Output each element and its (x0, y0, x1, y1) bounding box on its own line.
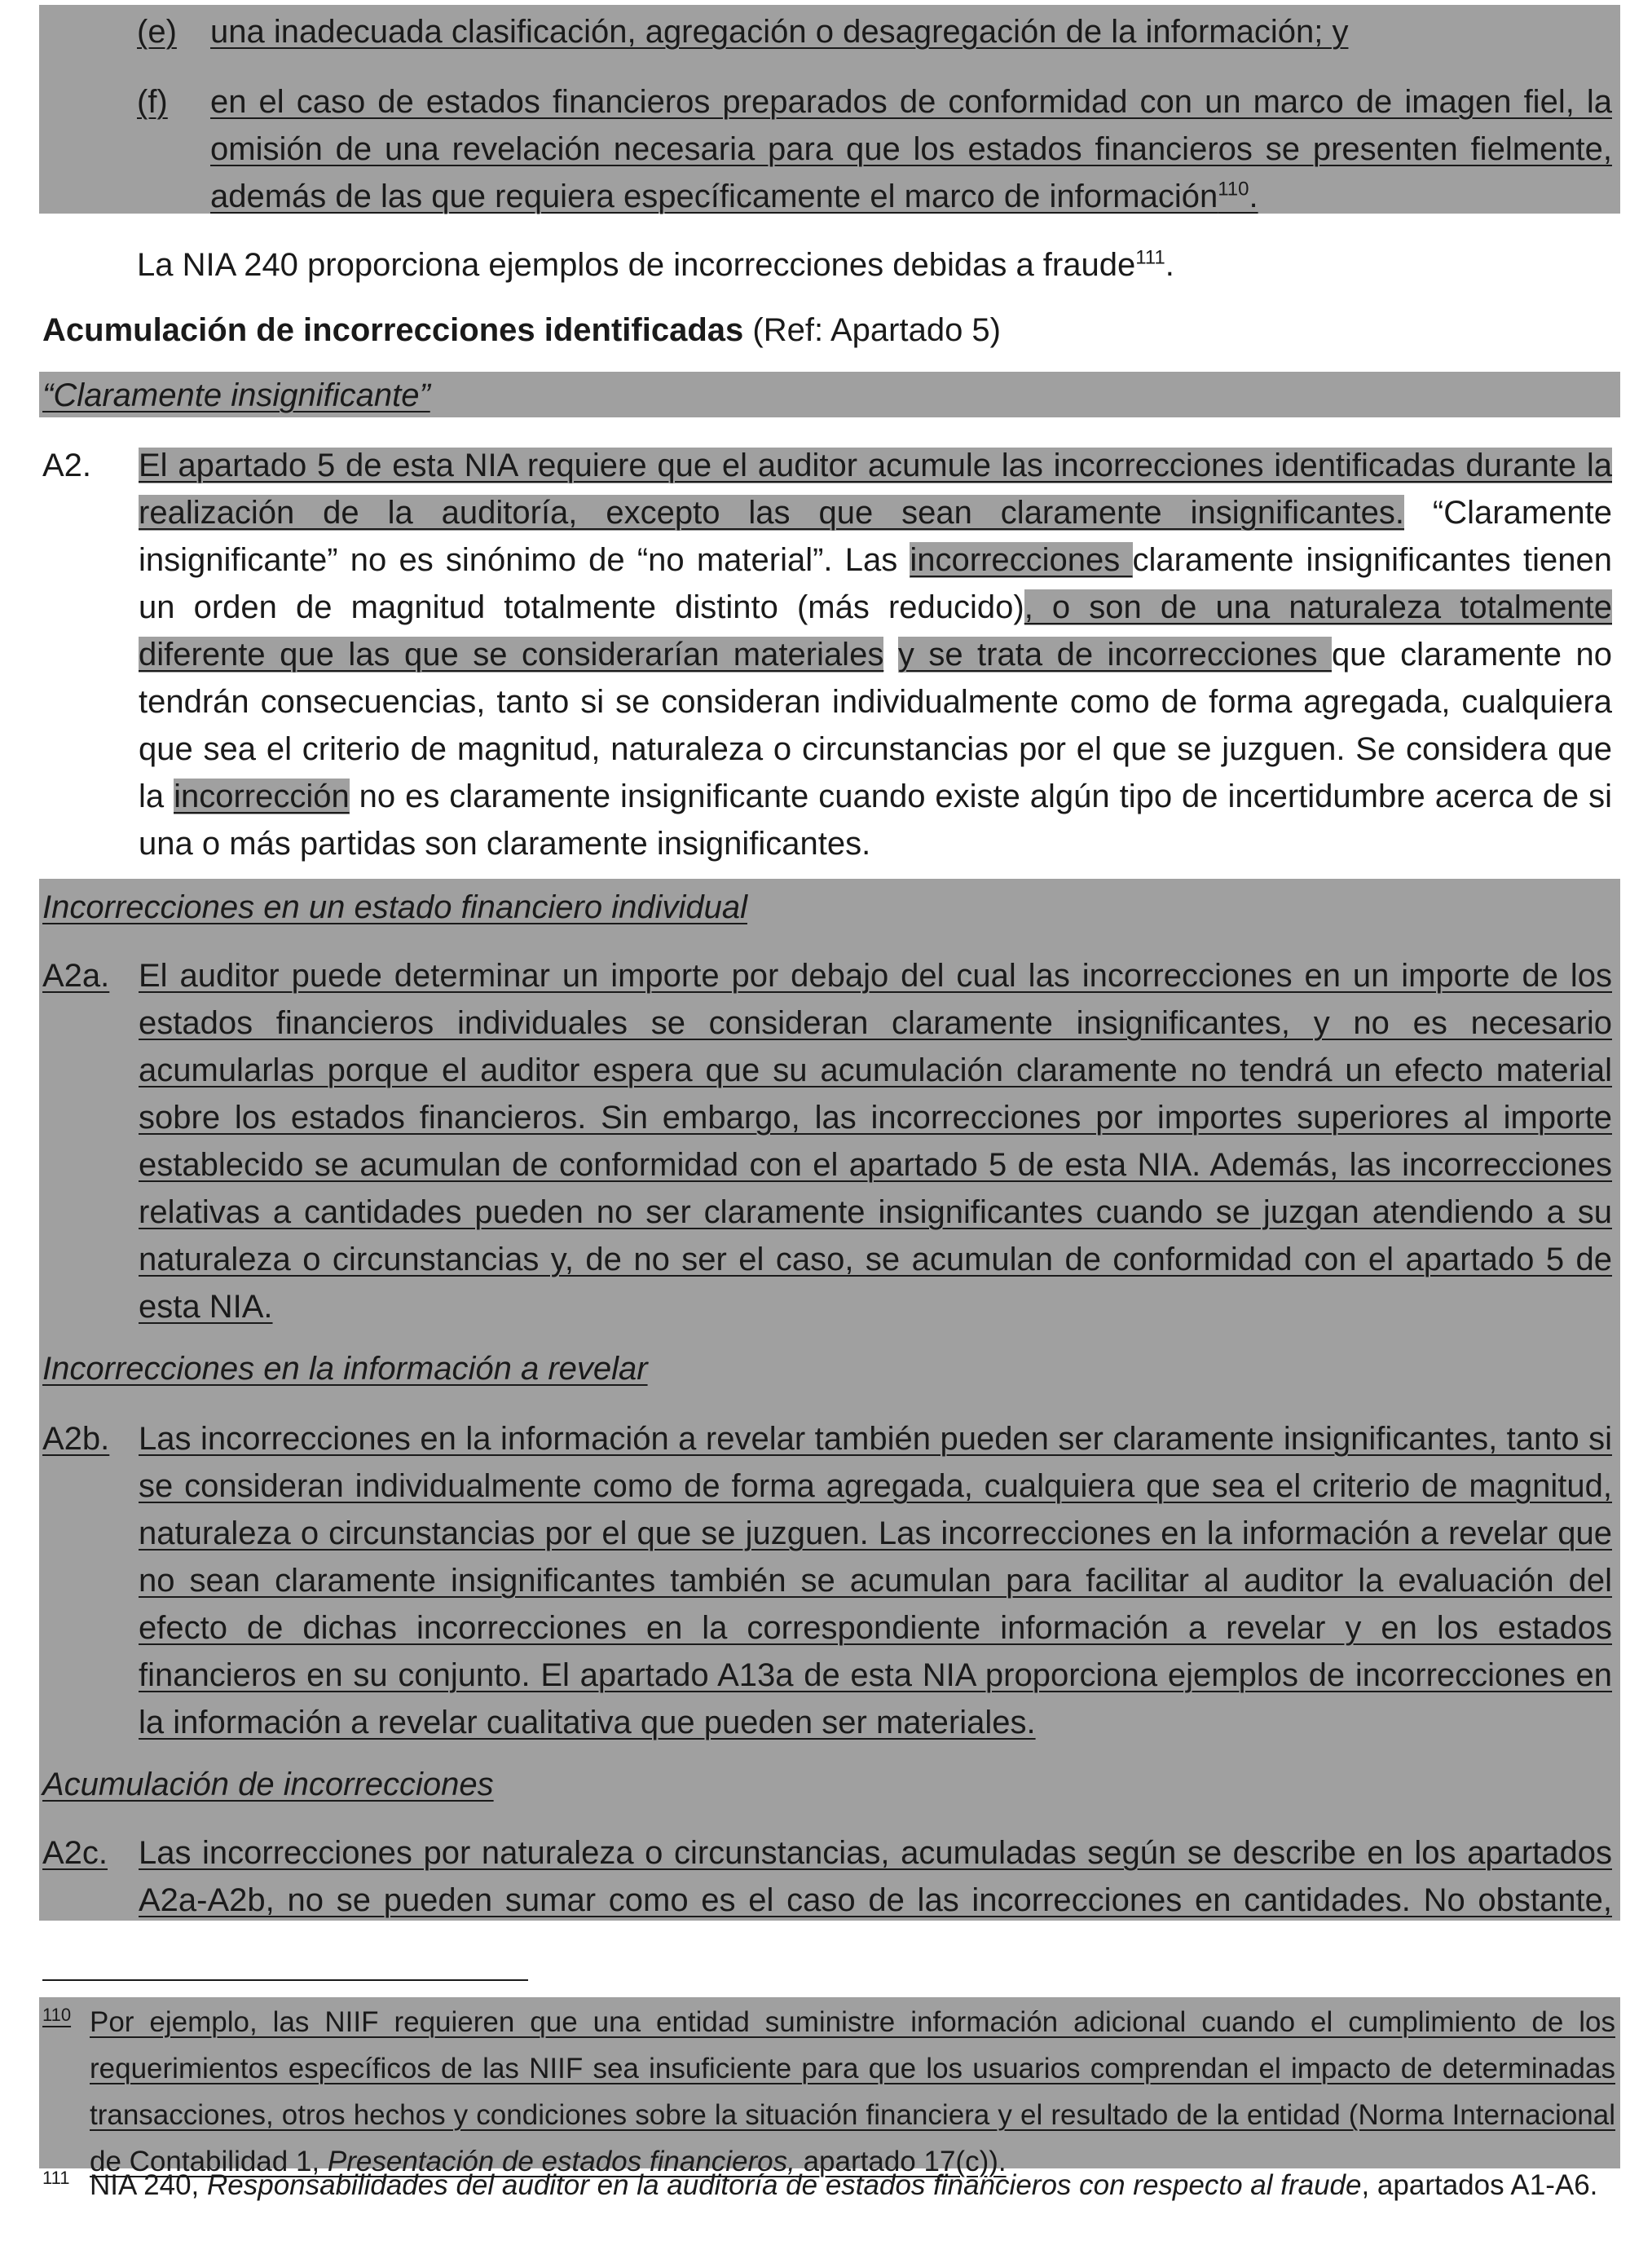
footnote-110-text (90, 1999, 1615, 2185)
footnote-label: 110 (42, 2005, 72, 2025)
a2-highlight-3: , o son de una naturaleza totalmente diferente que las que se considerarían materiales (139, 589, 1612, 673)
list-item-f-text: en el caso de estados financieros preparados de conformidad con un marco de imagen fiel, la omisión de una revelación necesaria para que los estados financieros se presenten fielmente, además de las que requiera específicamente el marco de información (210, 84, 1612, 214)
footnote-111-italic: Responsabilidades del auditor en la auditoría de estados financieros con respecto al fraude (206, 2169, 1362, 2201)
footnote-111-text-1: NIA 240, (90, 2169, 207, 2201)
a2-highlight-1: El apartado 5 de esta NIA requiere que el auditor acumule las incorrecciones identificadas durante la realización de la auditoría, excepto las que sean claramente insignificantes. (139, 448, 1612, 531)
list-item-f (137, 78, 1612, 220)
paragraph-a2a-text: El auditor puede determinar un importe por debajo del cual las incorrecciones en un importe de los estados financieros individuales se consideran claramente insignificantes, y no es necesario acumularlas porque el auditor espera que su acumulación claramente no tendrá un efecto material sobre los estados financieros. Sin embargo, las incorrecciones por importes superiores al importe establecido se acumulan de conformidad con el apartado 5 de esta NIA. Además, las incorrecciones relativas a cantidades pueden no ser claramente insignificantes cuando se juzgan atendiendo a su naturaleza o circunstancias y, de no ser el caso, se acumulan de conformidad con el apartado 5 de esta NIA. (139, 958, 1612, 1325)
footnote-110-italic: Presentación de estados financieros, (327, 2146, 795, 2177)
a2-text-8: que claramente no tendrán consecuencias, tanto si se consideran individualmente como de forma agregada, cualquiera que sea el criterio de magnitud, naturaleza o circunstancias por el que se juzguen. Se considera que la (139, 637, 1613, 814)
list-item-text (210, 78, 1612, 220)
sub-heading-estado-individual: Incorrecciones en un estado financiero individual (42, 889, 747, 925)
footnote-110 (42, 1999, 1615, 2185)
a2-text-4: claramente insignificantes tienen un orden de magnitud totalmente distinto (más reducido) (139, 542, 1612, 625)
paragraph-a2c (42, 1829, 1612, 1924)
list-item-label: (f) (137, 84, 168, 120)
paragraph-a2b (42, 1415, 1612, 1746)
paragraph-a2 (42, 442, 1612, 867)
a2-text-6 (883, 637, 898, 673)
nia240-end: . (1165, 247, 1174, 283)
footnote-111 (42, 2162, 1615, 2208)
sub-heading-claramente: “Claramente insignificante” (42, 377, 430, 413)
a2-highlight-4: y se trata de incorrecciones (897, 637, 1332, 673)
a2-text-2: “Claramente insignificante” no es sinónimo de “no material”. Las (139, 495, 1612, 578)
paragraph-label: A2c. (42, 1835, 108, 1871)
paragraph-label: A2b. (42, 1421, 110, 1457)
a2-text-10: no es claramente insignificante cuando existe algún tipo de incertidumbre acerca de si una o más partidas son claramente insignificantes. (139, 779, 1612, 862)
footnote-110-text-1: Por ejemplo, las NIIF requieren que una entidad suministre información adicional cuando el cumplimiento de los requerimientos específicos de las NIIF sea insuficiente para que los usuarios comprendan el impacto de determinadas transacciones, otros hechos y condiciones sobre la situación financiera y el resultado de la entidad (Norma Internacional de Contabilidad 1, (90, 2006, 1615, 2177)
footnote-ref-110[interactable]: 110 (1218, 178, 1249, 201)
paragraph-label: A2. (42, 448, 92, 483)
list-item-f-end: . (1249, 179, 1258, 214)
list-item-text: una inadecuada clasificación, agregación o desagregación de la información; y (210, 14, 1349, 50)
paragraph-a2c-text: Las incorrecciones por naturaleza o circunstancias, acumuladas según se describe en los apartados A2a-A2b, no se pueden sumar como es el caso de las incorrecciones en cantidades. No obstante, (139, 1835, 1612, 1918)
list-item-label: (e) (137, 14, 177, 50)
nia240-paragraph (137, 241, 1604, 289)
sub-heading-acumulacion: Acumulación de incorrecciones (42, 1767, 494, 1802)
list-item-e (137, 8, 1612, 55)
section-heading-title: Acumulación de incorrecciones identificadas (42, 312, 744, 348)
a2-highlight-2: incorrecciones (910, 542, 1133, 578)
nia240-text: La NIA 240 proporciona ejemplos de incorrecciones debidas a fraude (137, 247, 1136, 283)
a2-highlight-5: incorrección (174, 779, 350, 814)
section-heading (42, 307, 1591, 354)
section-heading-ref: (Ref: Apartado 5) (743, 312, 1001, 348)
footnote-110-text-2: apartado 17(c)). (795, 2146, 1007, 2177)
paragraph-a2-text (139, 442, 1612, 867)
paragraph-label: A2a. (42, 958, 110, 994)
paragraph-a2a (42, 952, 1612, 1330)
footnote-ref-111[interactable]: 111 (1135, 246, 1165, 269)
footnote-111-text (90, 2162, 1615, 2208)
paragraph-a2b-text: Las incorrecciones en la información a revelar también pueden ser claramente insignificantes, tanto si se consideran individualmente como de forma agregada, cualquiera que sea el criterio de magnitud, naturaleza o circunstancias por el que se juzguen. Las incorrecciones en la información a revelar que no sean claramente insignificantes también se acumulan para facilitar al auditor la evaluación del efecto de dichas incorrecciones en la correspondiente información a revelar y en los estados financieros en su conjunto. El apartado A13a de esta NIA proporciona ejemplos de incorrecciones en la información a revelar cualitativa que pueden ser materiales. (139, 1421, 1612, 1740)
footnote-separator (42, 1979, 528, 1981)
sub-heading-informacion-revelar: Incorrecciones en la información a revelar (42, 1351, 648, 1387)
footnote-label: 111 (42, 2168, 70, 2188)
footnote-111-text-2: , apartados A1-A6. (1361, 2169, 1598, 2201)
